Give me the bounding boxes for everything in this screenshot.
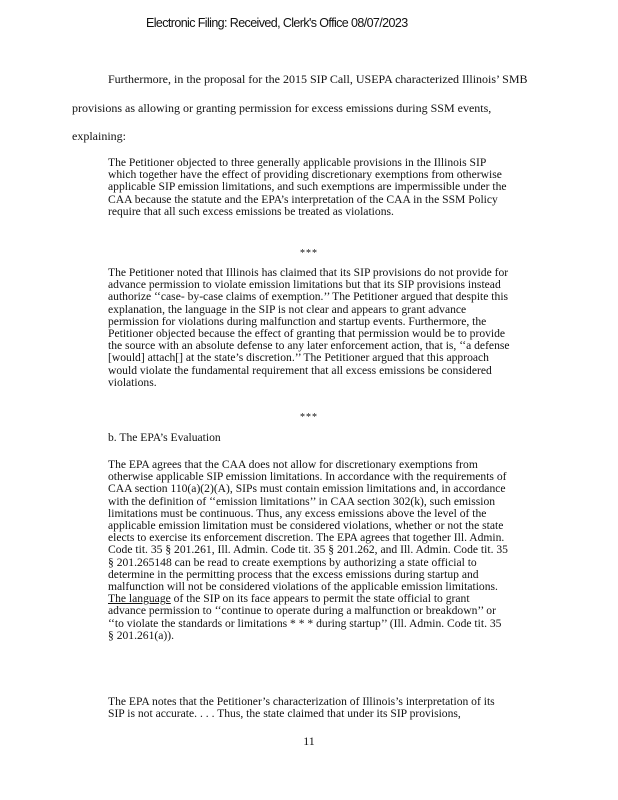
quote-3-text xyxy=(108,459,510,642)
block-quote-3 xyxy=(108,459,510,642)
block-quote-4 xyxy=(108,696,510,720)
intro-line-1: Furthermore, in the proposal for the 2015 SIP Call, USEPA characterized Illinois’ SMB xyxy=(108,72,528,86)
quote-3-text-before: The EPA agrees that the CAA does not allow for discretionary exemptions from otherwise applicable SIP emission limitations. In accordance with the requirements of CAA section 110(a)(2)(A), SIPs must contain emission limitations and, in accordance with the definition of ‘‘emission limitations’’ in CAA section 302(k), such emission limitations must be continuous. Thus, any excess emissions above the level of the applicable emission limitation must be considered violations, whether or not the state elects to exercise its enforcement discretion. The EPA agrees that together Ill. Admin. Code tit. 35 § 201.261, Ill. Admin. Code tit. 35 § 201.262, and Ill. Admin. Code tit. 35 § 201.265148 can be read to create exemptions by authorizing a state official to determine in the permitting process that the excess emissions during startup and malfunction will not be considered violations of the applicable emission limitations. xyxy=(108,458,508,594)
intro-line-3: explaining: xyxy=(72,129,126,143)
quote-4-text: The EPA notes that the Petitioner’s characterization of Illinois’s interpretation of its SIP is not accurate. . . . Thus, the state claimed that under its SIP provisions, xyxy=(108,695,495,721)
quote-3-underlined: The language xyxy=(108,592,171,606)
intro-line-2: provisions as allowing or granting permission for excess emissions during SSM events, xyxy=(72,101,492,115)
page-number: 11 xyxy=(303,734,315,748)
quote-3-text-after: of the SIP on its face appears to permit the state official to grant advance permission to ‘‘continue to operate during a malfunction or breakdown’’ or ‘‘to violate the standards or limitations * * * during startup’’ (Ill. Admin. Code tit. 35 § 201.261(a)). xyxy=(108,592,502,642)
filing-stamp: Electronic Filing: Received, Clerk's Office 08/07/2023 xyxy=(146,16,408,30)
separator-2: *** xyxy=(300,412,318,423)
quote-1-text: The Petitioner objected to three generally applicable provisions in the Illinois SIP which together have the effect of providing discretionary exemptions from otherwise applicable SIP emission limitations, and such exemptions are impermissible under the CAA because the statute and the EPA’s interpretation of the CAA in the SSM Policy require that all such excess emissions be treated as violations. xyxy=(108,156,507,218)
block-quote-2 xyxy=(108,267,510,389)
block-quote-1 xyxy=(108,157,510,218)
quote-2-text: The Petitioner noted that Illinois has claimed that its SIP provisions do not provide for advance permission to violate emission limitations but that its SIP provisions instead authorize ‘‘case- by-case claims of exemption.’’ The Petitioner argued that despite this explanation, the language in the SIP is not clear and appears to grant advance permission for violations during malfunction and startup events. Furthermore, the Petitioner objected because the effect of granting that permission would be to provide the source with an absolute defense to any later enforcement action, that is, ‘‘a defense [would] attach[] at the state’s discretion.’’ The Petitioner argued that this approach would violate the fundamental requirement that all excess emissions be considered violations. xyxy=(108,266,510,389)
section-subheading: b. The EPA’s Evaluation xyxy=(108,431,221,444)
separator-1: *** xyxy=(300,248,318,259)
